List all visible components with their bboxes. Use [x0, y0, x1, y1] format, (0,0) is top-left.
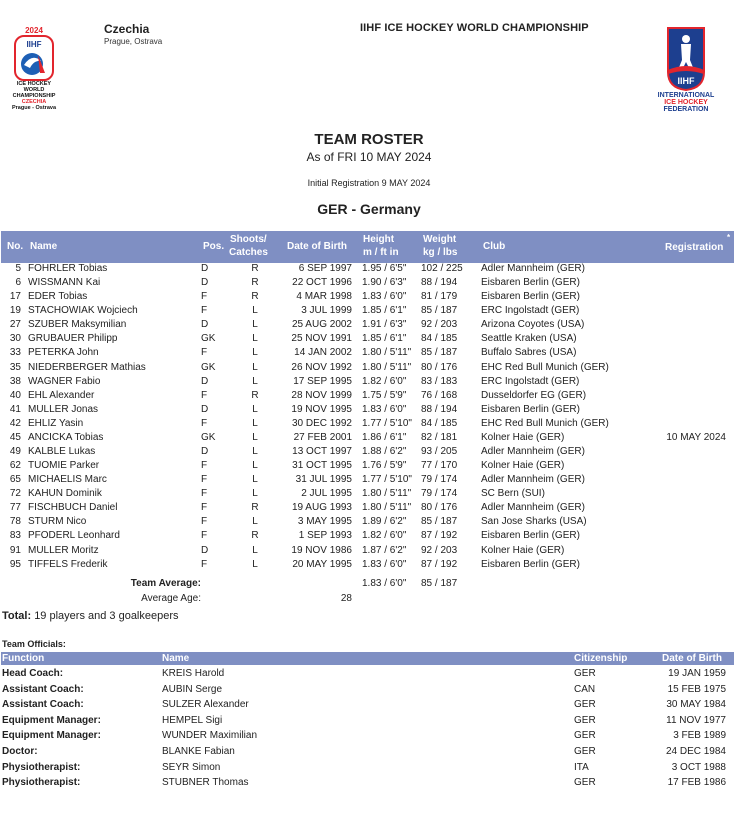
event-emblem-icon: [14, 35, 54, 81]
official-dob: 30 MAY 1984: [666, 699, 726, 711]
officials-title: Team Officials:: [2, 639, 66, 649]
player-shoots: L: [252, 333, 258, 345]
player-shoots: L: [252, 347, 258, 359]
player-weight: 87 / 192: [421, 530, 458, 542]
col-registration-mark: *: [727, 233, 731, 242]
player-number: 38: [9, 375, 21, 387]
player-dob: 19 NOV 1995: [291, 403, 352, 415]
total-label: Total:: [2, 610, 32, 622]
player-height: 1.95 / 6'5": [362, 263, 407, 274]
player-number: 49: [9, 446, 21, 458]
player-number: 45: [9, 431, 21, 443]
player-weight: 80 / 176: [421, 361, 458, 373]
player-dob: 4 MAR 1998: [296, 291, 352, 303]
player-dob: 31 JUL 1995: [295, 474, 352, 486]
table-row: [0, 682, 738, 698]
player-club: Dusseldorfer EG (GER): [481, 389, 587, 401]
event-title: IIHF ICE HOCKEY WORLD CHAMPIONSHIP: [360, 22, 589, 34]
col-official-name: Name: [162, 653, 190, 664]
player-position: GK: [201, 333, 216, 345]
team-average-weight: 85 / 187: [421, 578, 458, 589]
iihf-line-3: FEDERATION: [663, 106, 709, 113]
player-position: D: [201, 277, 209, 289]
player-club: SC Bern (SUI): [481, 488, 545, 500]
official-function: Head Coach:: [2, 668, 64, 679]
col-function: Function: [2, 653, 45, 664]
player-dob: 27 FEB 2001: [293, 431, 352, 443]
player-name: EHL Alexander: [28, 389, 95, 401]
player-shoots: R: [251, 502, 259, 514]
official-dob: 24 DEC 1984: [665, 745, 726, 757]
player-position: F: [201, 516, 208, 528]
player-position: D: [201, 375, 209, 387]
player-weight: 81 / 179: [421, 291, 458, 303]
player-number: 35: [9, 361, 21, 373]
col-height: Height: [363, 234, 395, 245]
table-row: [0, 389, 738, 403]
player-club: Eisbaren Berlin (GER): [481, 277, 580, 289]
logo-line-5: Prague - Ostrava: [11, 105, 57, 111]
official-name: SEYR Simon: [162, 761, 221, 773]
player-height: 1.80 / 5'11": [362, 488, 412, 500]
player-name: FISCHBUCH Daniel: [28, 502, 118, 514]
official-name: STUBNER Thomas: [162, 777, 249, 789]
player-number: 72: [9, 488, 21, 500]
player-height: 1.83 / 6'0": [362, 291, 407, 303]
player-dob: 30 DEC 1992: [291, 417, 352, 429]
player-club: Eisbaren Berlin (GER): [481, 558, 580, 570]
player-position: F: [201, 389, 208, 401]
official-citizenship: GER: [574, 699, 596, 711]
player-club: Eisbaren Berlin (GER): [481, 530, 580, 542]
table-row: [0, 558, 738, 572]
player-club: Kolner Haie (GER): [481, 460, 565, 472]
player-number: 42: [9, 417, 21, 429]
player-name: GRUBAUER Philipp: [28, 333, 118, 345]
player-number: 77: [9, 502, 21, 514]
player-number: 33: [9, 347, 21, 359]
player-weight: 85 / 187: [421, 305, 458, 317]
table-row: [0, 431, 738, 445]
official-citizenship: CAN: [574, 683, 596, 695]
player-position: GK: [201, 431, 216, 443]
player-number: 40: [9, 389, 21, 401]
player-club: Adler Mannheim (GER): [481, 446, 585, 458]
player-name: WISSMANN Kai: [28, 277, 101, 289]
col-registration: Registration: [665, 242, 724, 253]
player-club: EHC Red Bull Munich (GER): [481, 361, 609, 373]
player-height: 1.80 / 5'11": [362, 361, 412, 373]
player-height: 1.76 / 5'9": [362, 460, 407, 472]
player-shoots: L: [252, 431, 258, 443]
player-number: 65: [9, 474, 21, 486]
player-shoots: L: [252, 558, 258, 570]
player-shoots: L: [252, 375, 258, 387]
logo-org: IIHF: [26, 40, 42, 49]
table-row: [0, 403, 738, 417]
col-dob: Date of Birth: [287, 241, 347, 252]
player-number: 78: [9, 516, 21, 528]
player-height: 1.75 / 5'9": [362, 389, 407, 401]
player-name: SZUBER Maksymilian: [28, 319, 127, 331]
player-dob: 3 MAY 1995: [297, 516, 352, 528]
logo-line-1: ICE HOCKEY: [16, 81, 52, 87]
iihf-logo-org: IIHF: [677, 76, 695, 86]
team-average-label: Team Average:: [130, 578, 201, 589]
iihf-line-1: INTERNATIONAL: [657, 92, 715, 99]
player-shoots: L: [252, 488, 258, 500]
logo-year: 2024: [25, 26, 43, 35]
player-height: 1.86 / 6'1": [362, 431, 407, 443]
document-title: TEAM ROSTER: [314, 131, 424, 148]
table-row: [0, 304, 738, 318]
player-name: ANCICKA Tobias: [28, 431, 104, 443]
col-shoots: Shoots/: [230, 234, 267, 245]
official-function: Equipment Manager:: [2, 730, 101, 742]
col-citizenship: Citizenship: [574, 653, 628, 664]
table-row: [0, 318, 738, 332]
officials-table-body: [0, 666, 738, 791]
table-row: [0, 529, 738, 543]
player-weight: 102 / 225: [421, 263, 463, 274]
player-position: F: [201, 305, 208, 317]
player-weight: 92 / 203: [421, 319, 458, 331]
player-name: EHLIZ Yasin: [28, 417, 84, 429]
player-name: STURM Nico: [28, 516, 87, 528]
officials-table-header: [1, 652, 734, 665]
player-position: F: [201, 347, 208, 359]
player-club: Eisbaren Berlin (GER): [481, 291, 580, 303]
player-position: D: [201, 446, 209, 458]
table-row: [0, 501, 738, 515]
player-position: F: [201, 502, 208, 514]
player-weight: 80 / 176: [421, 502, 458, 514]
official-name: HEMPEL Sigi: [162, 714, 223, 726]
player-height: 1.85 / 6'1": [362, 333, 407, 345]
player-number: 41: [9, 403, 21, 415]
player-weight: 87 / 192: [421, 558, 458, 570]
official-function: Physiotherapist:: [2, 761, 81, 773]
as-of-date: As of FRI 10 MAY 2024: [306, 150, 432, 164]
player-weight: 84 / 185: [421, 333, 458, 345]
player-height: 1.80 / 5'11": [362, 347, 412, 359]
team-name: GER - Germany: [317, 201, 421, 217]
player-shoots: R: [251, 291, 259, 303]
player-number: 6: [15, 277, 21, 289]
player-weight: 85 / 187: [421, 516, 458, 528]
official-dob: 3 FEB 1989: [673, 730, 726, 742]
player-name: TUOMIE Parker: [28, 460, 100, 472]
official-citizenship: GER: [574, 745, 596, 757]
player-shoots: L: [252, 305, 258, 317]
player-club: Adler Mannheim (GER): [481, 502, 585, 514]
initial-registration: Initial Registration 9 MAY 2024: [307, 178, 431, 188]
player-shoots: L: [252, 516, 258, 528]
official-dob: 11 NOV 1977: [666, 714, 726, 726]
player-position: D: [201, 403, 209, 415]
official-function: Doctor:: [2, 745, 38, 757]
player-name: STACHOWIAK Wojciech: [28, 305, 138, 317]
official-citizenship: GER: [574, 730, 596, 742]
official-dob: 19 JAN 1959: [668, 668, 726, 679]
player-dob: 2 JUL 1995: [301, 488, 352, 500]
player-weight: 77 / 170: [421, 460, 458, 472]
player-shoots: L: [252, 403, 258, 415]
table-row: [0, 760, 738, 776]
table-row: [0, 361, 738, 375]
player-position: F: [201, 530, 208, 542]
player-name: EDER Tobias: [28, 291, 88, 303]
player-club: ERC Ingolstadt (GER): [481, 375, 580, 387]
table-row: [0, 744, 738, 760]
player-weight: 76 / 168: [421, 389, 458, 401]
col-weight: Weight: [423, 234, 457, 245]
player-registration: 10 MAY 2024: [666, 431, 726, 443]
table-row: [0, 417, 738, 431]
host-country: Czechia: [104, 22, 150, 36]
player-height: 1.90 / 6'3": [362, 277, 407, 289]
player-club: Kolner Haie (GER): [481, 544, 565, 556]
official-citizenship: GER: [574, 777, 596, 789]
player-height: 1.82 / 6'0": [362, 375, 407, 387]
player-name: MICHAELIS Marc: [28, 474, 107, 486]
player-weight: 88 / 194: [421, 277, 458, 289]
player-club: ERC Ingolstadt (GER): [481, 305, 580, 317]
official-name: KREIS Harold: [162, 668, 225, 679]
player-weight: 82 / 181: [421, 431, 458, 443]
player-shoots: L: [252, 460, 258, 472]
player-height: 1.91 / 6'3": [362, 319, 407, 331]
player-position: D: [201, 263, 209, 274]
player-shoots: R: [251, 263, 259, 274]
player-position: D: [201, 319, 209, 331]
player-name: TIFFELS Frederik: [28, 558, 108, 570]
table-row: [0, 445, 738, 459]
table-row: [0, 697, 738, 713]
table-row: [0, 775, 738, 791]
player-dob: 28 NOV 1999: [291, 389, 352, 401]
total-summary: [2, 610, 179, 622]
event-logo: [2, 26, 66, 122]
iihf-logo: [650, 26, 722, 122]
player-dob: 19 NOV 1986: [291, 544, 352, 556]
table-row: [0, 728, 738, 744]
table-row: [0, 375, 738, 389]
player-weight: 93 / 205: [421, 446, 458, 458]
player-height: 1.80 / 5'11": [362, 502, 412, 514]
player-number: 19: [9, 305, 21, 317]
player-name: MULLER Moritz: [28, 544, 99, 556]
iihf-line-2: ICE HOCKEY: [664, 99, 708, 106]
average-age-label: Average Age:: [141, 593, 201, 604]
official-function: Equipment Manager:: [2, 714, 101, 726]
player-dob: 3 JUL 1999: [301, 305, 352, 317]
player-weight: 83 / 183: [421, 375, 458, 387]
official-name: AUBIN Serge: [162, 683, 223, 695]
roster-table-body: [0, 262, 738, 572]
col-official-dob: Date of Birth: [662, 653, 722, 664]
player-name: WAGNER Fabio: [28, 375, 101, 387]
col-no: No.: [7, 241, 24, 252]
col-catches: Catches: [229, 247, 268, 258]
player-shoots: R: [251, 277, 259, 289]
average-age-value: 28: [340, 593, 352, 604]
official-function: Assistant Coach:: [2, 699, 84, 711]
table-row: [0, 290, 738, 304]
player-dob: 25 NOV 1991: [291, 333, 352, 345]
player-weight: 79 / 174: [421, 488, 458, 500]
col-pos: Pos.: [203, 241, 225, 252]
player-club: Kolner Haie (GER): [481, 431, 565, 443]
table-row: [0, 487, 738, 501]
player-dob: 14 JAN 2002: [294, 347, 352, 359]
player-name: KALBLE Lukas: [28, 446, 96, 458]
player-name: NIEDERBERGER Mathias: [28, 361, 146, 373]
player-club: Adler Mannheim (GER): [481, 474, 585, 486]
host-cities: Prague, Ostrava: [104, 37, 163, 46]
player-shoots: L: [252, 319, 258, 331]
player-dob: 6 SEP 1997: [298, 263, 352, 274]
player-dob: 22 OCT 1996: [292, 277, 352, 289]
table-row: [0, 473, 738, 487]
table-row: [0, 332, 738, 346]
col-weight-units: kg / lbs: [423, 247, 458, 258]
player-weight: 84 / 185: [421, 417, 458, 429]
player-shoots: L: [252, 417, 258, 429]
total-text: 19 players and 3 goalkeepers: [34, 610, 179, 622]
player-number: 62: [9, 460, 21, 472]
player-position: F: [201, 460, 208, 472]
player-club: Seattle Kraken (USA): [481, 333, 577, 345]
table-row: [0, 713, 738, 729]
player-name: MULLER Jonas: [28, 403, 99, 415]
player-number: 5: [15, 263, 21, 274]
player-dob: 1 SEP 1993: [298, 530, 352, 542]
player-dob: 20 MAY 1995: [292, 558, 352, 570]
player-club: Arizona Coyotes (USA): [481, 319, 585, 331]
player-height: 1.83 / 6'0": [362, 403, 407, 415]
official-name: WUNDER Maximilian: [162, 730, 258, 742]
logo-line-2: WORLD: [23, 87, 45, 93]
player-weight: 85 / 187: [421, 347, 458, 359]
player-name: PFODERL Leonhard: [28, 530, 120, 542]
player-club: Buffalo Sabres (USA): [481, 347, 577, 359]
table-row: [0, 515, 738, 529]
player-height: 1.89 / 6'2": [362, 516, 407, 528]
player-dob: 19 AUG 1993: [291, 502, 352, 514]
team-average-height: 1.83 / 6'0": [362, 578, 407, 589]
player-shoots: R: [251, 530, 259, 542]
player-dob: 26 NOV 1992: [291, 361, 352, 373]
official-citizenship: ITA: [574, 761, 589, 773]
player-shoots: L: [252, 544, 258, 556]
player-dob: 31 OCT 1995: [292, 460, 352, 472]
player-name: PETERKA John: [28, 347, 99, 359]
table-row: [0, 544, 738, 558]
table-row: [0, 276, 738, 290]
player-shoots: L: [252, 361, 258, 373]
logo-line-4: CZECHIA: [21, 99, 47, 105]
player-position: D: [201, 544, 209, 556]
player-number: 30: [9, 333, 21, 345]
player-club: Adler Mannheim (GER): [481, 263, 585, 274]
table-row: [0, 459, 738, 473]
player-height: 1.77 / 5'10": [362, 417, 412, 429]
official-name: SULZER Alexander: [162, 699, 249, 711]
official-dob: 15 FEB 1975: [667, 683, 726, 695]
official-dob: 17 FEB 1986: [667, 777, 726, 789]
player-height: 1.85 / 6'1": [362, 305, 407, 317]
player-dob: 13 OCT 1997: [292, 446, 352, 458]
player-position: F: [201, 488, 208, 500]
player-shoots: R: [251, 389, 259, 401]
table-row: [0, 346, 738, 360]
player-position: F: [201, 558, 208, 570]
player-height: 1.77 / 5'10": [362, 474, 412, 486]
player-height: 1.87 / 6'2": [362, 544, 407, 556]
player-dob: 17 SEP 1995: [293, 375, 352, 387]
player-name: FOHRLER Tobias: [28, 263, 108, 274]
player-position: F: [201, 291, 208, 303]
player-number: 95: [9, 558, 21, 570]
player-name: KAHUN Dominik: [28, 488, 102, 500]
player-club: San Jose Sharks (USA): [481, 516, 587, 528]
player-shoots: L: [252, 474, 258, 486]
official-citizenship: GER: [574, 714, 596, 726]
player-position: GK: [201, 361, 216, 373]
player-height: 1.82 / 6'0": [362, 530, 407, 542]
official-dob: 3 OCT 1988: [671, 761, 726, 773]
official-function: Assistant Coach:: [2, 683, 84, 695]
player-weight: 79 / 174: [421, 474, 458, 486]
player-shoots: L: [252, 446, 258, 458]
player-number: 83: [9, 530, 21, 542]
col-club: Club: [483, 241, 506, 252]
player-number: 27: [9, 319, 21, 331]
roster-table-header: [1, 231, 734, 263]
official-name: BLANKE Fabian: [162, 745, 235, 757]
player-height: 1.83 / 6'0": [362, 558, 407, 570]
player-weight: 92 / 203: [421, 544, 458, 556]
player-position: F: [201, 417, 208, 429]
player-number: 91: [9, 544, 21, 556]
player-dob: 25 AUG 2002: [291, 319, 352, 331]
official-citizenship: GER: [574, 668, 596, 679]
player-position: F: [201, 474, 208, 486]
col-name: Name: [30, 241, 58, 252]
player-club: Eisbaren Berlin (GER): [481, 403, 580, 415]
official-function: Physiotherapist:: [2, 777, 81, 789]
player-weight: 88 / 194: [421, 403, 458, 415]
player-height: 1.88 / 6'2": [362, 446, 407, 458]
col-height-units: m / ft in: [363, 247, 399, 258]
iihf-shield-icon: [666, 26, 706, 92]
table-row: [0, 262, 738, 276]
logo-line-3: CHAMPIONSHIP: [12, 93, 56, 99]
player-number: 17: [9, 291, 21, 303]
table-row: [0, 666, 738, 682]
player-club: EHC Red Bull Munich (GER): [481, 417, 609, 429]
